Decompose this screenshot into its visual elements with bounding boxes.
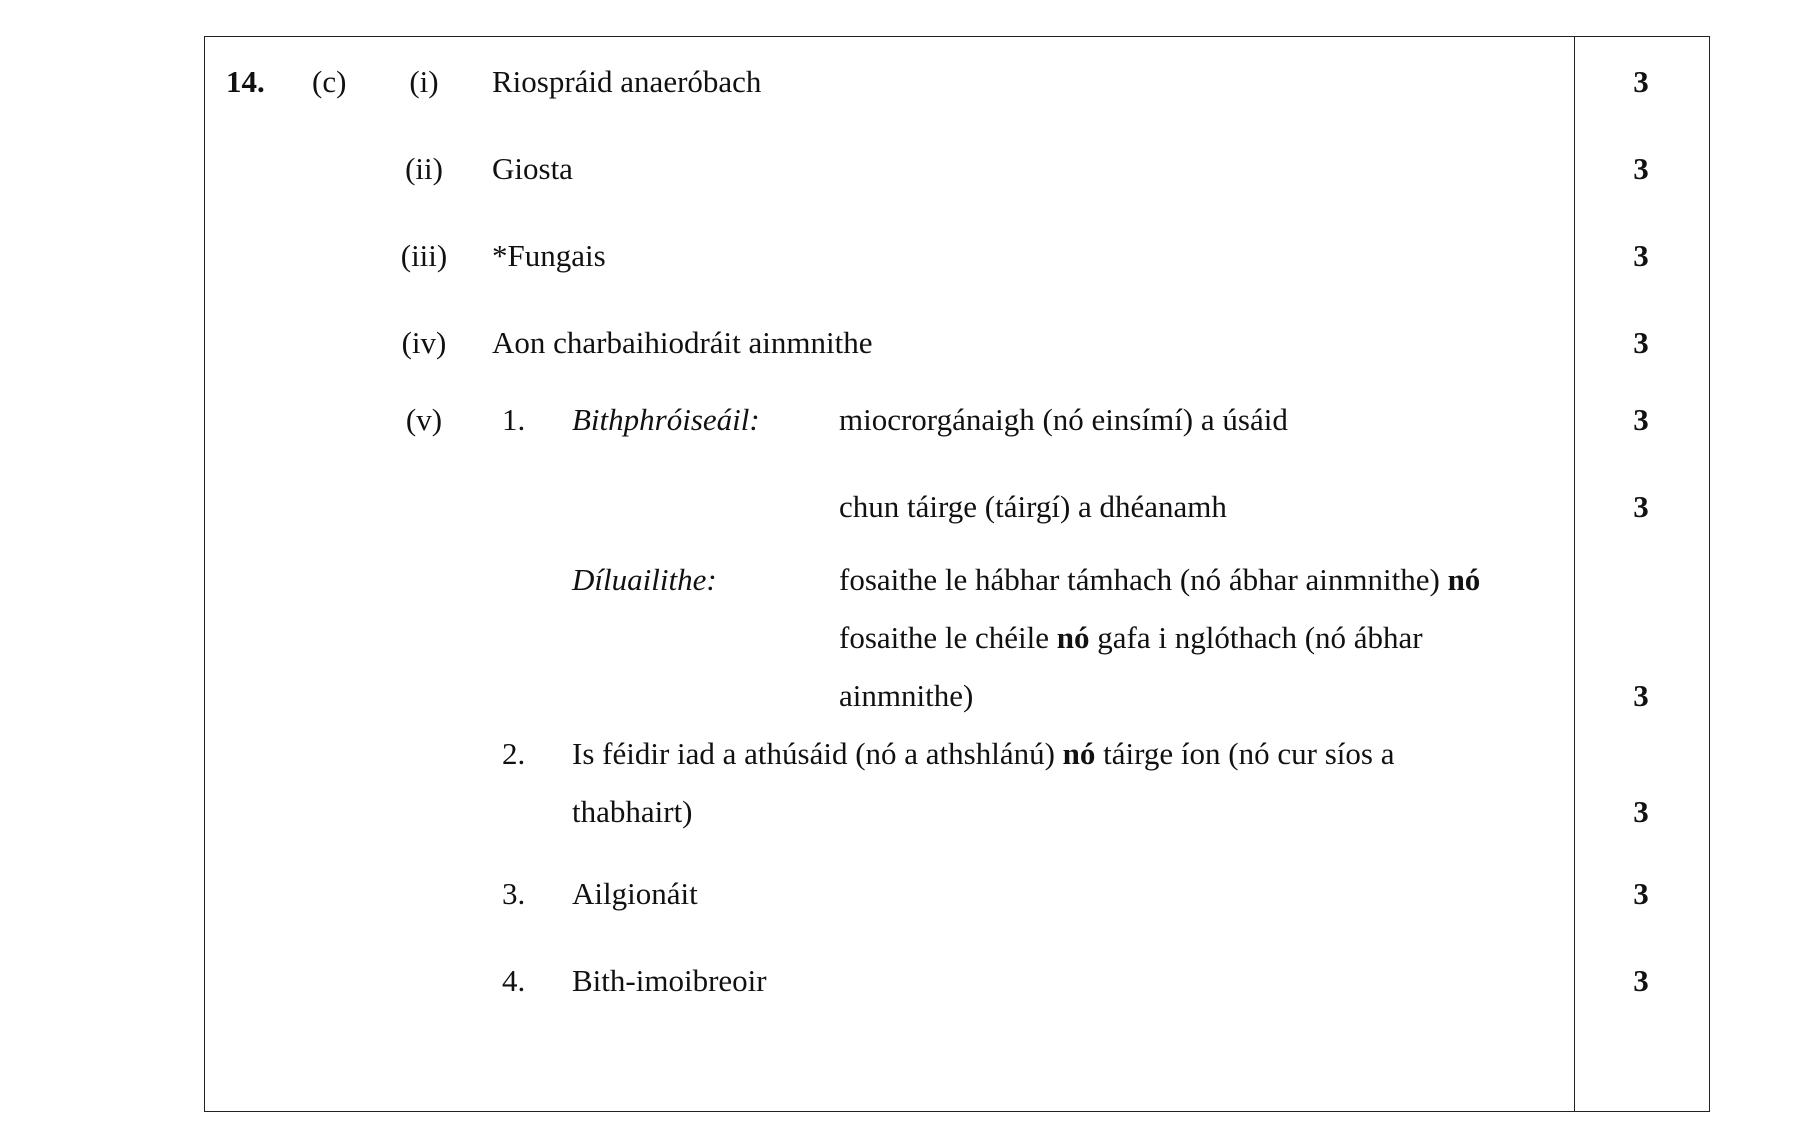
mark-ii: 3 <box>1633 151 1649 186</box>
sub1-term2-line1: fosaithe le hábhar támhach (nó ábhar ainmnithe) nó <box>839 562 1481 597</box>
sub2-line2: thabhairt) <box>572 794 693 829</box>
mark-i: 3 <box>1633 64 1649 99</box>
sub3-text: Ailgionáit <box>572 876 698 911</box>
sub2-number: 2. <box>502 736 526 771</box>
mark-iv: 3 <box>1633 325 1649 360</box>
mark-v1-b: 3 <box>1633 489 1649 524</box>
sub1-term2-line3: ainmnithe) <box>839 678 974 713</box>
question-number: 14. <box>226 64 265 99</box>
mark-iii: 3 <box>1633 238 1649 273</box>
mark-v1-c: 3 <box>1633 678 1649 713</box>
item-label-ii: (ii) <box>405 151 443 186</box>
mark-v3: 3 <box>1633 876 1649 911</box>
mark-v4: 3 <box>1633 963 1649 998</box>
item-answer-iii: *Fungais <box>492 238 606 273</box>
mark-v1-a: 3 <box>1633 402 1649 437</box>
sub1-term-bithphroiseail: Bithphróiseáil: <box>572 402 760 437</box>
item-answer-ii: Giosta <box>492 151 573 186</box>
sub1-term2-line2: fosaithe le chéile nó gafa i nglóthach (nó ábhar <box>839 620 1423 655</box>
mark-v2: 3 <box>1633 794 1649 829</box>
sub1-number: 1. <box>502 402 526 437</box>
item-label-i: (i) <box>409 64 439 99</box>
item-label-iv: (iv) <box>401 325 447 360</box>
item-label-iii: (iii) <box>400 238 448 273</box>
question-part: (c) <box>312 64 347 99</box>
sub4-text: Bith-imoibreoir <box>572 963 767 998</box>
sub3-number: 3. <box>502 876 526 911</box>
sub4-number: 4. <box>502 963 526 998</box>
item-label-v: (v) <box>405 402 443 437</box>
item-answer-i: Riospráid anaeróbach <box>492 64 762 99</box>
sub2-line1: Is féidir iad a athúsáid (nó a athshlánú) nó táirge íon (nó cur síos a <box>572 736 1395 771</box>
item-answer-iv: Aon charbaihiodráit ainmnithe <box>492 325 873 360</box>
sub1-term1-line1: miocrorgánaigh (nó einsímí) a úsáid <box>839 402 1288 437</box>
sub1-term1-line2: chun táirge (táirgí) a dhéanamh <box>839 489 1227 524</box>
sub1-term-diluailithe: Díluailithe: <box>572 562 717 597</box>
marks-column-divider <box>1574 36 1575 1112</box>
